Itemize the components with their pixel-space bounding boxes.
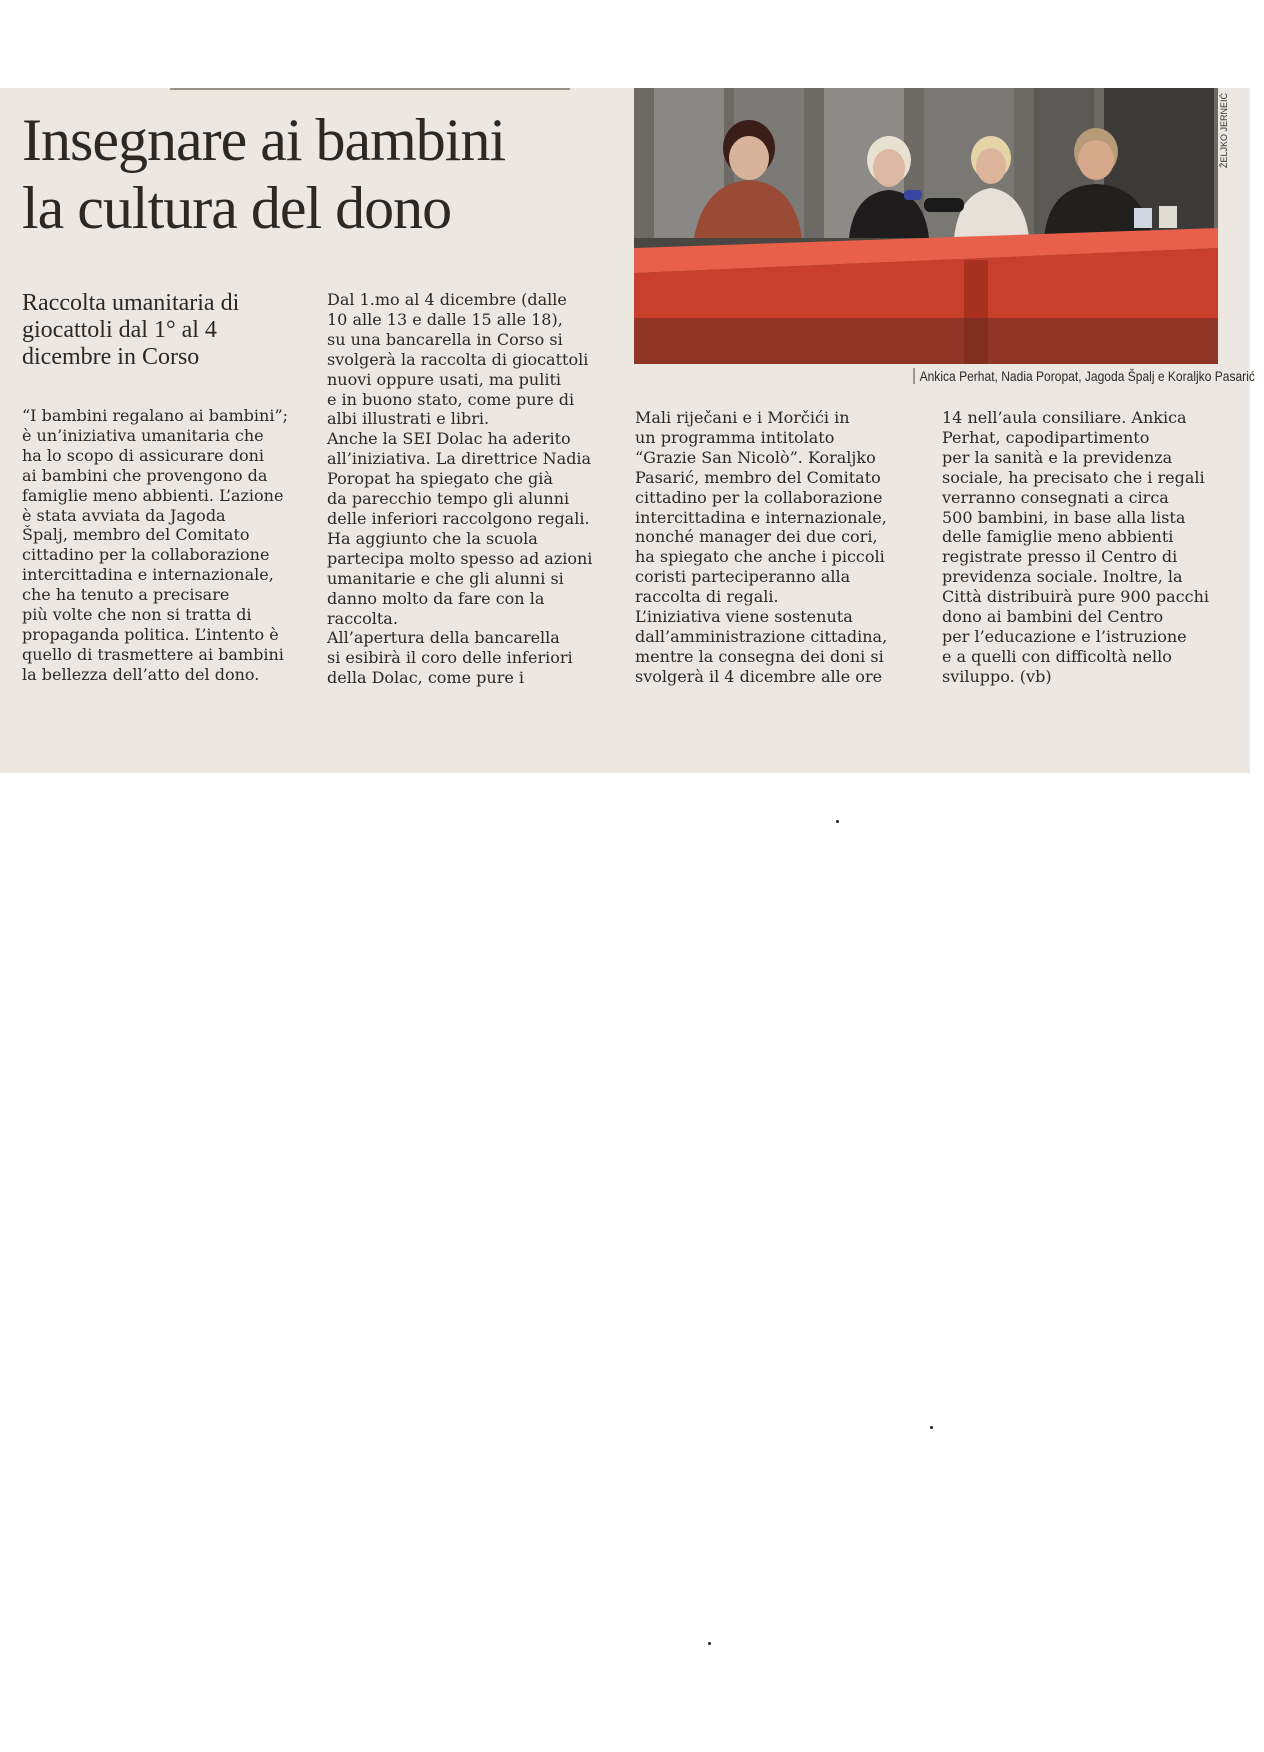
press-photo: [634, 88, 1218, 364]
column-2-text: Dal 1.mo al 4 dicembre (dalle 10 alle 13 e dalle 15 alle 18), su una bancarella in Corso si svolgerà la raccolta di giocattoli nuovi oppure usati, ma puliti e in buono stato, come pure di albi illustrati e libri. Anche la SEI Dolac ha aderito all’iniziativa. La direttrice Nadia Poropat ha spiegato che già da parecchio tempo gli alunni delle inferiori raccolgono regali. Ha aggiunto che la scuola partecipa molto spesso ad azioni umanitarie e che gli alunni si danno molto da fare con la raccolta. All’apertura della bancarella si esibirà il coro delle inferiori della Dolac, come pure i: [327, 290, 593, 688]
photo-caption: Ankica Perhat, Nadia Poropat, Jagoda Špalj e Koraljko Pasarić: [914, 368, 1218, 384]
column-3-text: Mali riječani e i Morčići in un programma intitolato “Grazie San Nicolò”. Koraljko Pasarić, membro del Comitato cittadino per la collaborazione intercittadina e internazionale, nonché manager dei due cori, ha spiegato che anche i piccoli coristi parteciperanno alla raccolta di regali. L’iniziativa viene sostenuta dall’amministrazione cittadina, mentre la consegna dei doni si svolgerà il 4 dicembre alle ore: [635, 408, 888, 686]
photo-credit: ŽELJKO JERNEIĆ: [1219, 92, 1229, 168]
column-1-text: “I bambini regalano ai bambini”; è un’iniziativa umanitaria che ha lo scopo di assicurare doni ai bambini che provengono da famiglie meno abbienti. L’azione è stata avviata da Jagoda Špalj, membro del Comitato cittadino per la collaborazione intercittadina e internazionale, che ha tenuto a precisare più volte che non si tratta di propaganda politica. L’intento è quello di trasmettere ai bambini la bellezza dell’atto del dono.: [22, 406, 289, 684]
title-line-1: Insegnare ai bambini: [22, 107, 506, 173]
scan-speck: [836, 820, 839, 823]
scan-speck: [930, 1426, 933, 1429]
title-line-2: la cultura del dono: [22, 175, 452, 241]
column-4-text: 14 nell’aula consiliare. Ankica Perhat, capodipartimento per la sanità e la previdenza sociale, ha precisato che i regali verranno consegnati a circa 500 bambini, in base alla lista delle famiglie meno abbienti registrate presso il Centro di previdenza sociale. Inoltre, la Città distribuirà pure 900 pacchi dono ai bambini del Centro per l’educazione e l’istruzione e a quelli con difficoltà nello sviluppo. (vb): [942, 408, 1210, 686]
newspaper-clipping: [0, 88, 1255, 773]
article-title: [22, 106, 622, 242]
photo-illustration: [634, 88, 1218, 364]
article-subtitle: Raccolta umanitaria di giocattoli dal 1° al 4 dicembre in Corso: [22, 290, 240, 370]
scan-speck: [708, 1642, 711, 1645]
